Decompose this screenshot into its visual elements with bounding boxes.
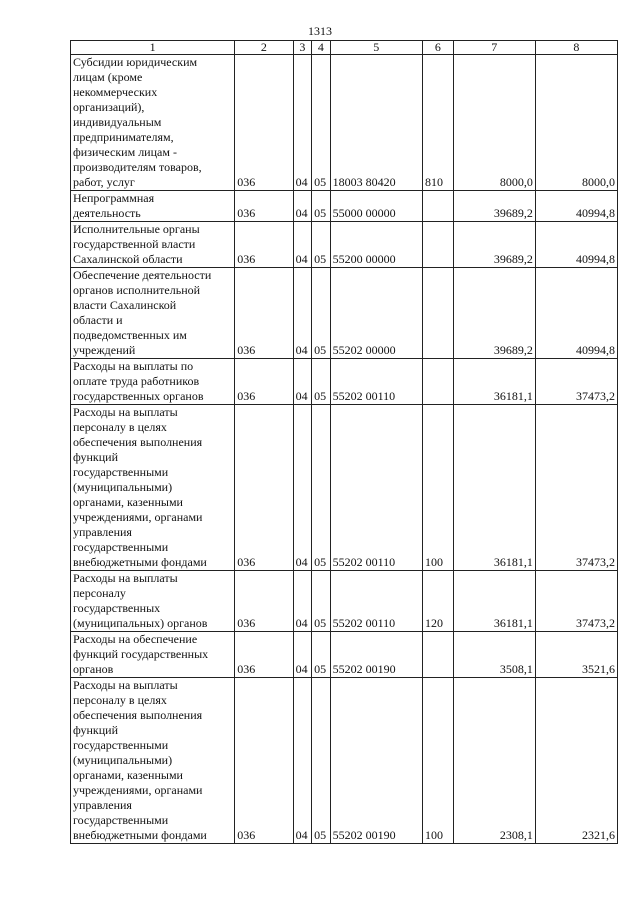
amount-year-1: 36181,1 (453, 571, 535, 632)
ministry-code: 036 (235, 571, 293, 632)
section-code: 04 (293, 222, 311, 268)
amount-year-1: 3508,1 (453, 632, 535, 678)
column-header: 4 (312, 41, 330, 55)
subsection-code: 05 (312, 678, 330, 844)
section-code: 04 (293, 359, 311, 405)
ministry-code: 036 (235, 632, 293, 678)
amount-year-1: 39689,2 (453, 268, 535, 359)
section-code: 04 (293, 678, 311, 844)
table-row (71, 268, 618, 359)
amount-year-2: 40994,8 (535, 191, 617, 222)
row-name: Субсидии юридическим лицам (кроме некоммерческих организаций), индивидуальным предпринимателям, физическим лицам - производителям товаров, работ, услуг (71, 55, 235, 191)
amount-year-2: 37473,2 (535, 405, 617, 571)
page-number: 1313 (308, 24, 332, 38)
ministry-code: 036 (235, 222, 293, 268)
subsection-code: 05 (312, 632, 330, 678)
expense-type-code: 120 (422, 571, 453, 632)
amount-year-1: 36181,1 (453, 359, 535, 405)
expense-type-code (422, 222, 453, 268)
row-name: Расходы на выплаты персоналу государственных (муниципальных) органов (71, 571, 235, 632)
table-row (71, 191, 618, 222)
row-name: Расходы на обеспечение функций государственных органов (71, 632, 235, 678)
subsection-code: 05 (312, 222, 330, 268)
ministry-code: 036 (235, 359, 293, 405)
section-code: 04 (293, 55, 311, 191)
column-header: 3 (293, 41, 311, 55)
row-name: Расходы на выплаты персоналу в целях обеспечения выполнения функций государственными (муниципальными) органами, казенными учреждениями, органами управления государственными внебюджетными фондами (71, 405, 235, 571)
amount-year-2: 37473,2 (535, 571, 617, 632)
amount-year-2: 40994,8 (535, 222, 617, 268)
section-code: 04 (293, 268, 311, 359)
expense-type-code (422, 268, 453, 359)
target-article-code: 55202 00110 (330, 405, 422, 571)
expense-type-code (422, 191, 453, 222)
amount-year-2: 37473,2 (535, 359, 617, 405)
amount-year-1: 39689,2 (453, 222, 535, 268)
row-name: Расходы на выплаты по оплате труда работников государственных органов (71, 359, 235, 405)
column-header: 1 (71, 41, 235, 55)
target-article-code: 55202 00110 (330, 359, 422, 405)
subsection-code: 05 (312, 268, 330, 359)
amount-year-2: 2321,6 (535, 678, 617, 844)
table-row (71, 678, 618, 844)
section-code: 04 (293, 571, 311, 632)
ministry-code: 036 (235, 268, 293, 359)
target-article-code: 55000 00000 (330, 191, 422, 222)
table-row (71, 222, 618, 268)
subsection-code: 05 (312, 571, 330, 632)
row-name: Обеспечение деятельности органов исполнительной власти Сахалинской области и подведомственных им учреждений (71, 268, 235, 359)
row-name: Расходы на выплаты персоналу в целях обеспечения выполнения функций государственными (муниципальными) органами, казенными учреждениями, органами управления государственными внебюджетными фондами (71, 678, 235, 844)
subsection-code: 05 (312, 359, 330, 405)
table-row (71, 405, 618, 571)
subsection-code: 05 (312, 55, 330, 191)
table-row (71, 359, 618, 405)
amount-year-2: 8000,0 (535, 55, 617, 191)
amount-year-2: 3521,6 (535, 632, 617, 678)
amount-year-1: 36181,1 (453, 405, 535, 571)
amount-year-1: 2308,1 (453, 678, 535, 844)
target-article-code: 18003 80420 (330, 55, 422, 191)
row-name: Исполнительные органы государственной власти Сахалинской области (71, 222, 235, 268)
ministry-code: 036 (235, 678, 293, 844)
expense-type-code: 100 (422, 405, 453, 571)
amount-year-1: 39689,2 (453, 191, 535, 222)
column-header: 2 (235, 41, 293, 55)
target-article-code: 55202 00000 (330, 268, 422, 359)
target-article-code: 55202 00190 (330, 678, 422, 844)
column-header: 7 (453, 41, 535, 55)
amount-year-1: 8000,0 (453, 55, 535, 191)
subsection-code: 05 (312, 405, 330, 571)
target-article-code: 55202 00190 (330, 632, 422, 678)
section-code: 04 (293, 191, 311, 222)
ministry-code: 036 (235, 405, 293, 571)
column-header: 6 (422, 41, 453, 55)
column-header: 8 (535, 41, 617, 55)
budget-table (70, 40, 618, 844)
section-code: 04 (293, 632, 311, 678)
table-row (71, 632, 618, 678)
amount-year-2: 40994,8 (535, 268, 617, 359)
expense-type-code: 100 (422, 678, 453, 844)
expense-type-code (422, 632, 453, 678)
table-header-row (71, 41, 618, 55)
target-article-code: 55202 00110 (330, 571, 422, 632)
section-code: 04 (293, 405, 311, 571)
row-name: Непрограммная деятельность (71, 191, 235, 222)
target-article-code: 55200 00000 (330, 222, 422, 268)
expense-type-code: 810 (422, 55, 453, 191)
subsection-code: 05 (312, 191, 330, 222)
table-row (71, 571, 618, 632)
ministry-code: 036 (235, 55, 293, 191)
expense-type-code (422, 359, 453, 405)
ministry-code: 036 (235, 191, 293, 222)
column-header: 5 (330, 41, 422, 55)
table-row (71, 55, 618, 191)
